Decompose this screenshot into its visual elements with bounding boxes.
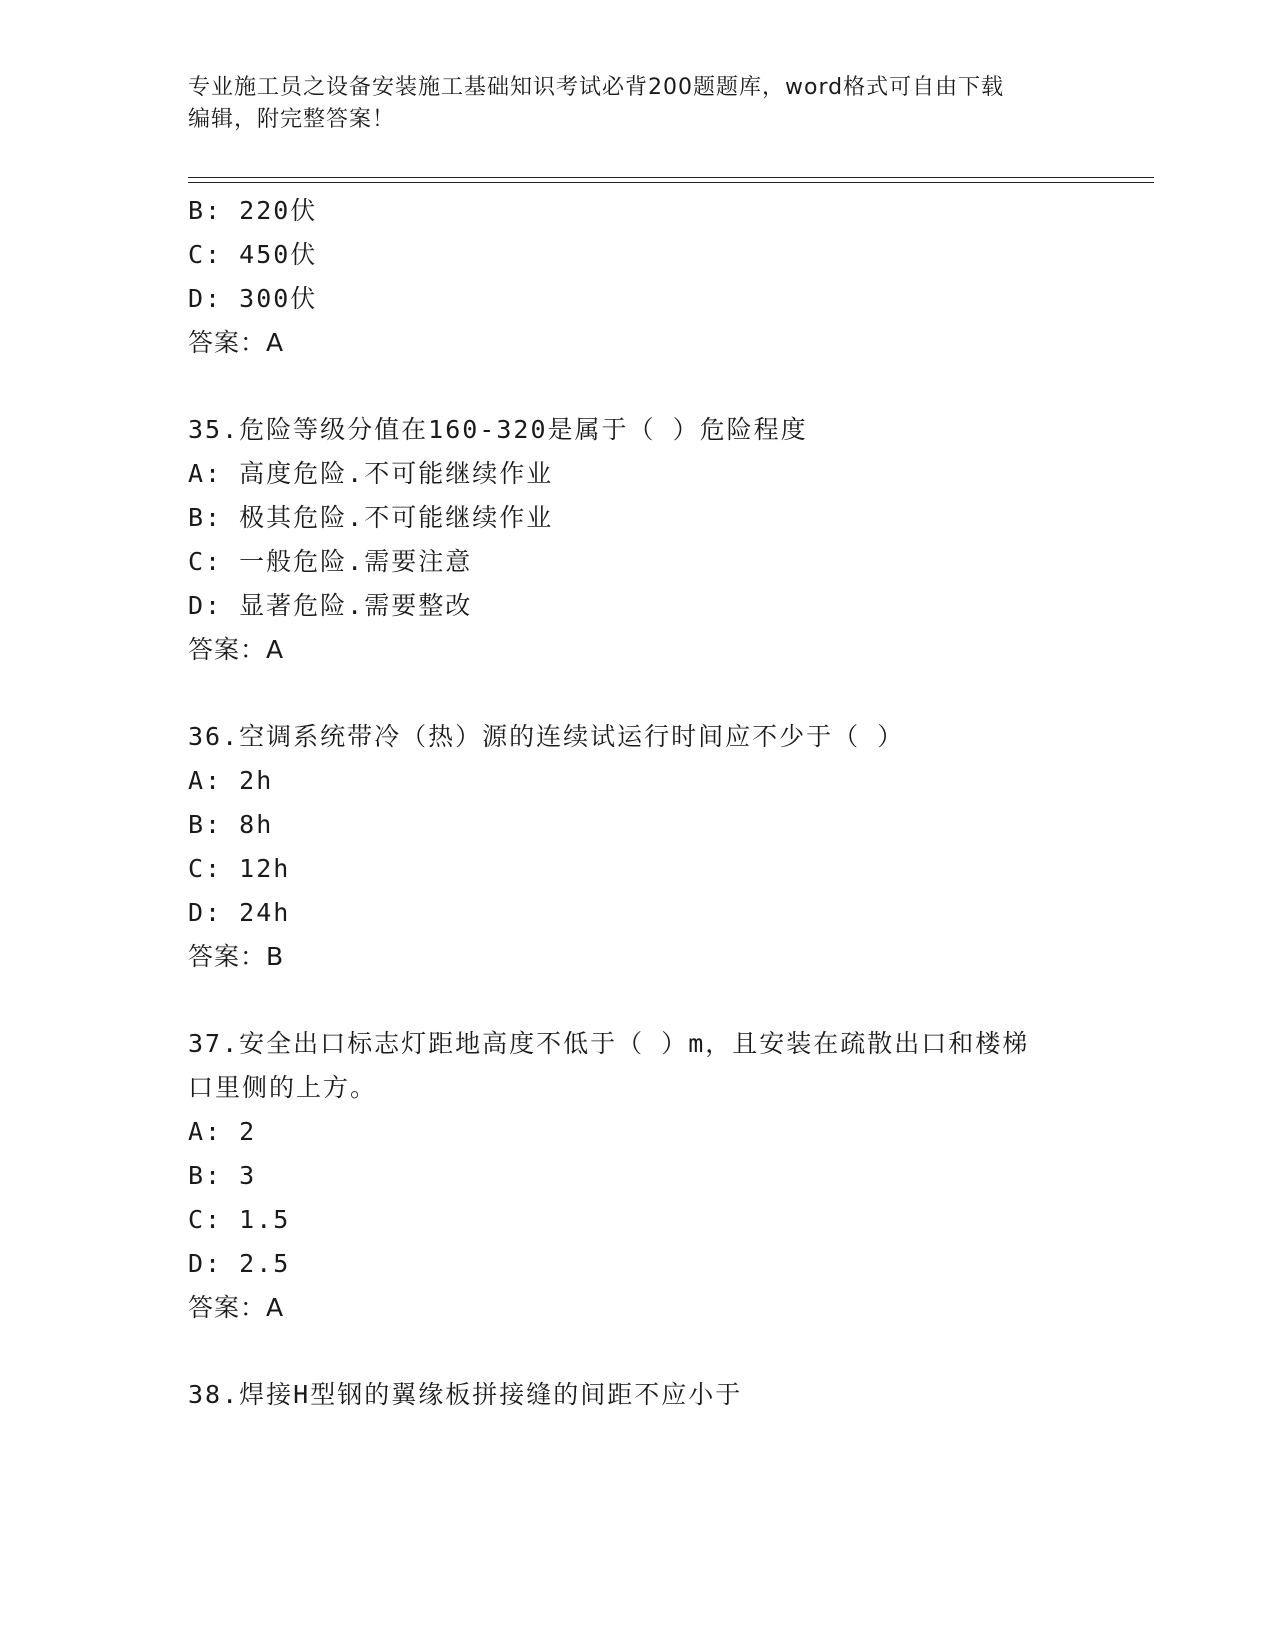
q37-option-c: C: 1.5 bbox=[188, 1205, 291, 1234]
q35-answer: 答案：A bbox=[188, 635, 285, 664]
q35-option-d: D: 显著危险.需要整改 bbox=[188, 591, 473, 620]
q37-option-d: D: 2.5 bbox=[188, 1249, 291, 1278]
q34-answer: 答案：A bbox=[188, 328, 285, 357]
q36-answer: 答案：B bbox=[188, 942, 285, 971]
q38-question: 38.焊接H型钢的翼缘板拼接缝的间距不应小于 bbox=[188, 1380, 743, 1409]
q37-option-a: A: 2 bbox=[188, 1117, 257, 1146]
q36-option-a: A: 2h bbox=[188, 766, 274, 795]
q35-question: 35.危险等级分值在160-320是属于（ ）危险程度 bbox=[188, 415, 808, 444]
q35-option-a: A: 高度危险.不可能继续作业 bbox=[188, 459, 554, 488]
q36-option-d: D: 24h bbox=[188, 898, 291, 927]
q34-option-d: D: 300伏 bbox=[188, 284, 318, 313]
q34-option-c: C: 450伏 bbox=[188, 240, 318, 269]
q36-option-c: C: 12h bbox=[188, 854, 291, 883]
q35-option-c: C: 一般危险.需要注意 bbox=[188, 547, 473, 576]
q34-option-b: B: 220伏 bbox=[188, 196, 318, 225]
header-rule-top bbox=[188, 177, 1154, 178]
header-line-1: 专业施工员之设备安装施工基础知识考试必背200题题库，word格式可自由下载 bbox=[188, 75, 1005, 100]
q37-question-line-1: 37.安全出口标志灯距地高度不低于（ ）m，且安装在疏散出口和楼梯 bbox=[188, 1029, 1030, 1058]
header-line-2: 编辑，附完整答案！ bbox=[188, 107, 396, 132]
header-rule-bottom bbox=[188, 182, 1154, 183]
document-header bbox=[188, 72, 1088, 136]
q37-answer: 答案：A bbox=[188, 1293, 285, 1322]
q37-option-b: B: 3 bbox=[188, 1161, 257, 1190]
q37-question-line-2: 口里侧的上方。 bbox=[188, 1073, 378, 1102]
q36-question: 36.空调系统带冷（热）源的连续试运行时间应不少于（ ） bbox=[188, 722, 905, 751]
q35-option-b: B: 极其危险.不可能继续作业 bbox=[188, 503, 554, 532]
q36-option-b: B: 8h bbox=[188, 810, 274, 839]
